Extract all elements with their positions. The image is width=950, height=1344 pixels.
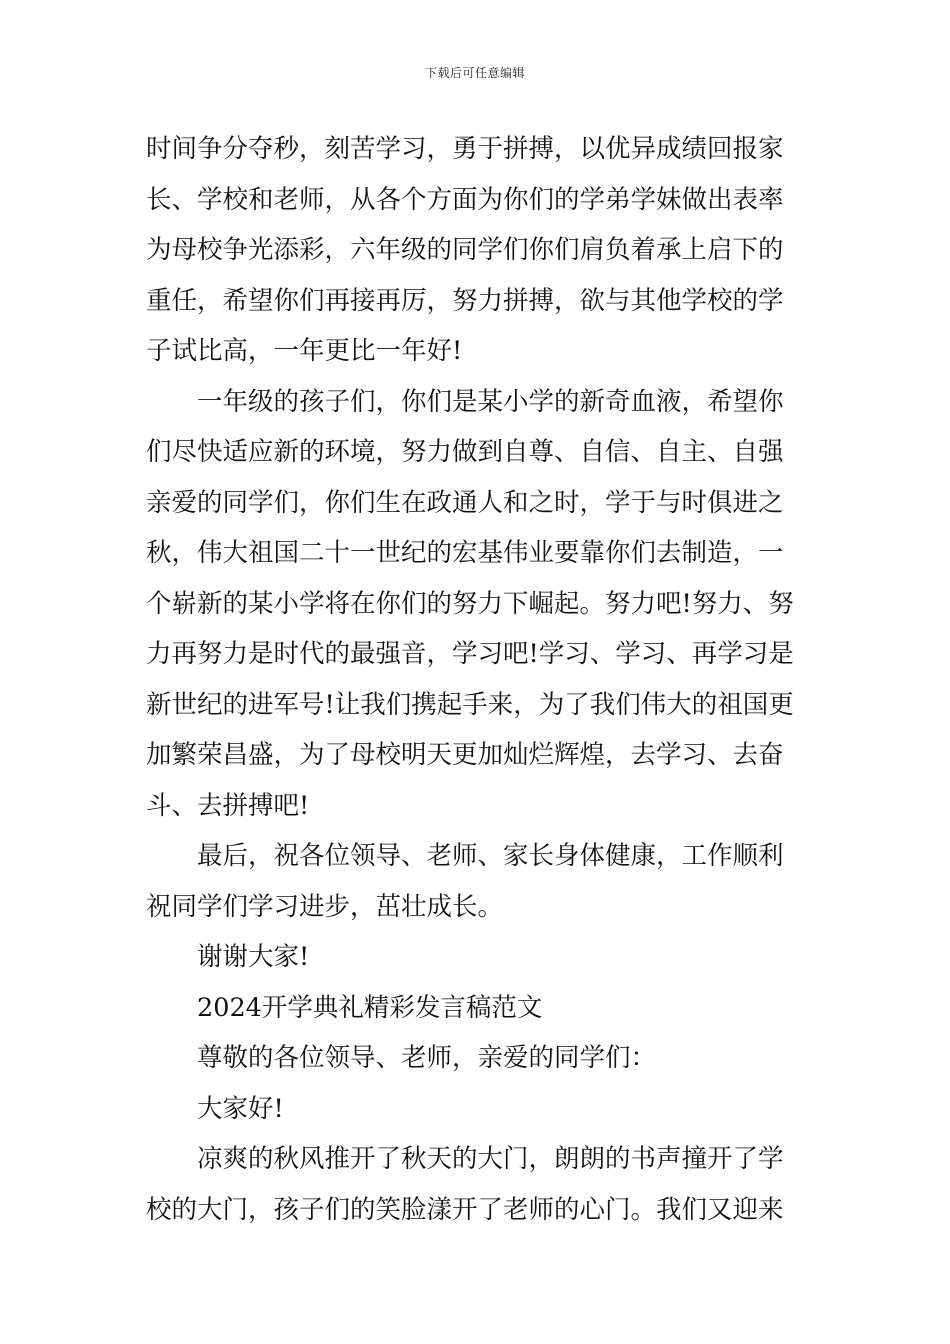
text-line: 亲爱的同学们，你们生在政通人和之时，学于与时俱进之 [146, 487, 784, 518]
text-line: 斗、去拼搏吧! [146, 790, 310, 821]
text-line: 力再努力是时代的最强音，学习吧!学习、学习、再学习是 [146, 639, 794, 669]
text-line: 祝同学们学习进步，茁壮成长。 [146, 891, 504, 922]
text-line: 们尽快适应新的环境，努力做到自尊、自信、自主、自强 [146, 437, 784, 467]
text-line: 子试比高，一年更比一年好! [146, 336, 463, 366]
document-body [146, 124, 826, 1235]
greeting: 大家好! [197, 1093, 284, 1124]
text-line: 重任，希望你们再接再厉，努力拼搏，欲与其他学校的学 [146, 285, 784, 316]
text-line: 加繁荣昌盛，为了母校明天更加灿烂辉煌，去学习、去奋 [146, 740, 784, 770]
text-line: 为母校争光添彩，六年级的同学们你们肩负着承上启下的 [146, 235, 784, 265]
text-line: 校的大门，孩子们的笑脸漾开了老师的心门。我们又迎来 [146, 1194, 784, 1225]
paragraph-first-line: 凉爽的秋风推开了秋天的大门，朗朗的书声撞开了学 [197, 1144, 784, 1174]
salutation: 尊敬的各位领导、老师，亲爱的同学们： [197, 1043, 657, 1073]
text-line: 长、学校和老师，从各个方面为你们的学弟学妹做出表率 [146, 184, 784, 215]
text-line: 新世纪的进军号!让我们携起手来，为了我们伟大的祖国更 [146, 689, 794, 720]
text-line: 秋，伟大祖国二十一世纪的宏基伟业要靠你们去制造，一 [146, 538, 784, 568]
text-line: 个崭新的某小学将在你们的努力下崛起。努力吧!努力、努 [146, 588, 794, 619]
page-header-note: 下载后可任意编辑 [424, 66, 525, 80]
paragraph-first-line: 最后，祝各位领导、老师、家长身体健康，工作顺利 [197, 841, 784, 871]
closing-thanks: 谢谢大家! [197, 942, 310, 972]
section-title: 2024开学典礼精彩发言稿范文 [197, 992, 543, 1023]
text-line: 时间争分夺秒，刻苦学习，勇于拼搏，以优异成绩回报家 [146, 134, 784, 164]
paragraph-first-line: 一年级的孩子们，你们是某小学的新奇血液，希望你 [197, 386, 784, 417]
